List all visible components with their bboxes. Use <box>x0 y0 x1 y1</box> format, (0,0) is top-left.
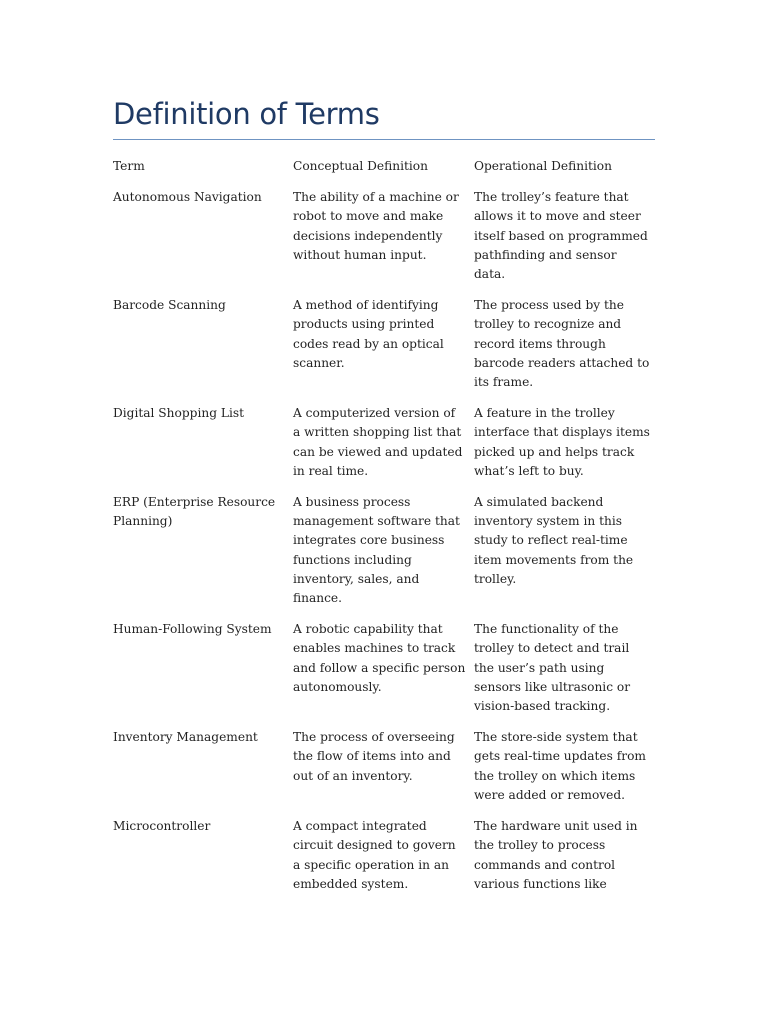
term-cell: Human-Following System <box>113 622 272 637</box>
table-row <box>113 620 658 728</box>
column-header-conceptual: Conceptual Definition <box>293 159 428 173</box>
conceptual-definition-cell: A method of identifying products using printed codes read by an optical scanner. <box>293 298 444 370</box>
term-cell: Microcontroller <box>113 819 211 834</box>
table-row <box>113 493 658 620</box>
term-cell: Inventory Management <box>113 730 258 745</box>
term-cell: Barcode Scanning <box>113 298 226 313</box>
conceptual-definition-cell: A business process management software that integrates core business functions including inventory, sales, and finance. <box>293 495 460 606</box>
page-title: Definition of Terms <box>113 97 380 131</box>
operational-definition-cell: The functionality of the trolley to detect and trail the user’s path using sensors like ultrasonic or vision-based tracking. <box>474 622 631 714</box>
table-row <box>113 404 658 493</box>
conceptual-definition-cell: A computerized version of a written shopping list that can be viewed and updated in real time. <box>293 406 463 478</box>
table-row <box>113 728 658 817</box>
column-header-operational: Operational Definition <box>474 159 612 173</box>
conceptual-definition-cell: A compact integrated circuit designed to govern a specific operation in an embedded system. <box>293 819 456 891</box>
operational-definition-cell: The hardware unit used in the trolley to process commands and control various functions like <box>474 819 638 891</box>
conceptual-definition-cell: The ability of a machine or robot to move and make decisions independently without human input. <box>293 190 459 262</box>
conceptual-definition-cell: A robotic capability that enables machines to track and follow a specific person autonomously. <box>293 622 466 694</box>
table-header-row <box>113 157 658 188</box>
table-row <box>113 188 658 296</box>
conceptual-definition-cell: The process of overseeing the flow of items into and out of an inventory. <box>293 730 455 783</box>
operational-definition-cell: A feature in the trolley interface that displays items picked up and helps track what’s left to buy. <box>474 406 650 478</box>
table-row <box>113 296 658 404</box>
table-row <box>113 817 658 894</box>
operational-definition-cell: The trolley’s feature that allows it to move and steer itself based on programmed pathfinding and sensor data. <box>474 190 648 282</box>
operational-definition-cell: The process used by the trolley to recognize and record items through barcode readers attached to its frame. <box>474 298 650 390</box>
operational-definition-cell: A simulated backend inventory system in this study to reflect real-time item movements from the trolley. <box>474 495 634 586</box>
definition-table <box>113 157 658 894</box>
operational-definition-cell: The store-side system that gets real-time updates from the trolley on which items were added or removed. <box>474 730 646 802</box>
term-cell: Digital Shopping List <box>113 406 245 421</box>
column-header-term: Term <box>113 159 145 173</box>
term-cell: ERP (Enterprise Resource Planning) <box>113 495 276 529</box>
term-cell: Autonomous Navigation <box>113 190 262 205</box>
title-underline <box>113 139 655 140</box>
